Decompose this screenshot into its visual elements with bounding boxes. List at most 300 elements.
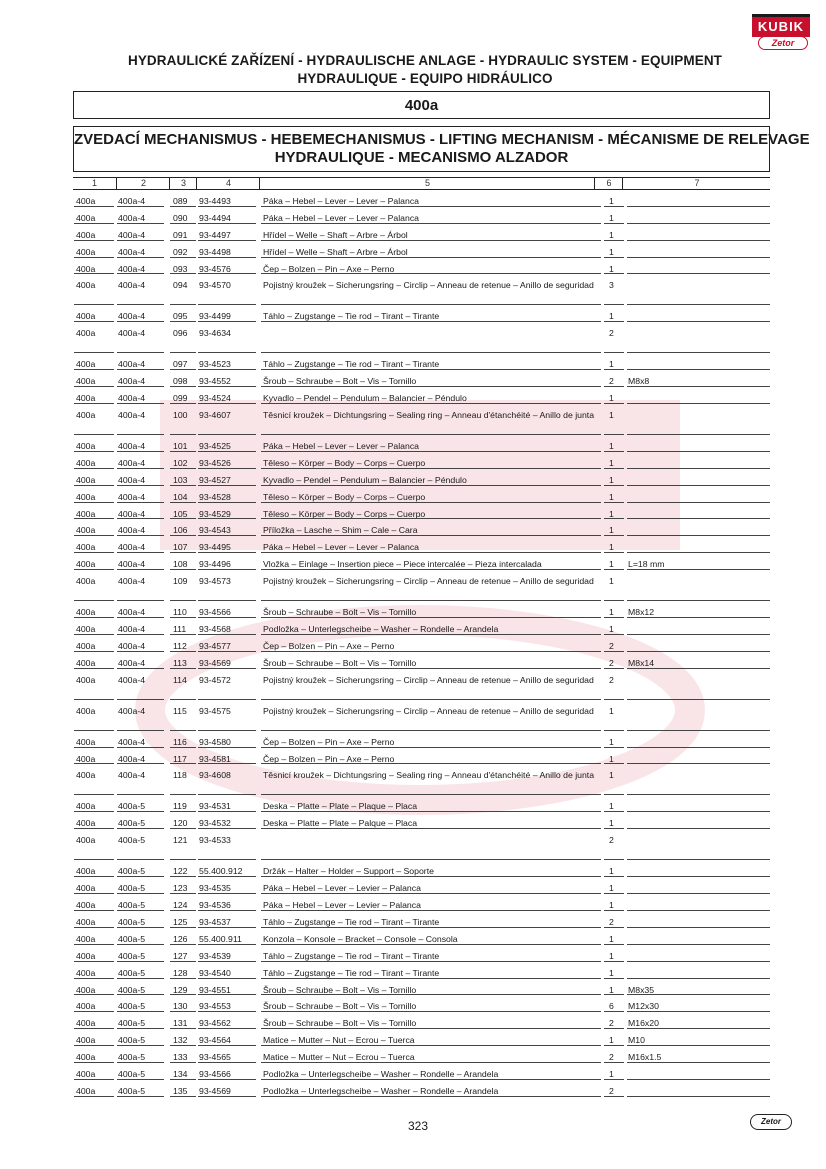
position-cell: 107 [173, 542, 188, 553]
position-cell: 098 [173, 376, 188, 387]
plate-cell: 400a-5 [118, 933, 146, 944]
quantity-cell: 1 [609, 770, 614, 781]
table-row [0, 928, 826, 945]
kubik-zetor-logo [752, 14, 812, 48]
plate-cell: 400a-4 [118, 229, 146, 240]
column-header: 3 [169, 178, 197, 189]
position-cell: 115 [173, 705, 187, 716]
part-number-cell: 93-4527 [199, 474, 231, 485]
quantity-cell: 1 [609, 576, 614, 587]
plate-cell: 400a-5 [118, 866, 146, 877]
part-number-cell: 93-4552 [199, 376, 231, 387]
plate-cell: 400a-4 [118, 359, 146, 370]
part-number-cell: 93-4562 [199, 1018, 231, 1029]
table-row [0, 995, 826, 1012]
plate-cell: 400a-4 [118, 576, 146, 587]
column-header: 1 [91, 178, 97, 188]
plate-cell: 400a-5 [118, 1018, 146, 1029]
plate-cell: 400a-5 [118, 1035, 146, 1046]
position-cell: 095 [173, 311, 188, 322]
description-cell: Deska – Platte – Plate – Palque – Placa [263, 818, 418, 829]
part-number-cell: 93-4497 [199, 229, 231, 240]
description-cell: Držák – Halter – Holder – Support – Soporte [263, 866, 434, 877]
row-rule [117, 1096, 164, 1097]
position-cell: 120 [173, 818, 188, 829]
part-number-cell: 93-4572 [199, 674, 231, 685]
part-number-cell: 93-4551 [199, 984, 231, 995]
part-number-cell: 93-4526 [199, 457, 231, 468]
table-row [0, 877, 826, 894]
part-number-cell: 93-4580 [199, 736, 231, 747]
group-cell: 400a [76, 559, 96, 570]
group-cell: 400a [76, 196, 96, 206]
part-number-cell: 93-4608 [199, 770, 231, 781]
part-number-cell: 55.400.911 [199, 933, 242, 944]
group-cell: 400a [76, 640, 96, 651]
plate-cell: 400a-4 [118, 657, 146, 668]
table-row [0, 618, 826, 635]
column-header: 2 [116, 178, 170, 189]
description-cell: Podložka – Unterlegscheibe – Washer – Rondelle – Arandela [263, 1085, 499, 1096]
description-cell: Pojistný kroužek – Sicherungsring – Circlip – Anneau de retenue – Anillo de seguridad [263, 280, 594, 291]
position-cell: 118 [173, 770, 187, 781]
description-cell: Šroub – Schraube – Bolt – Vis – Tornillo [263, 1018, 417, 1029]
description-cell: Táhlo – Zugstange – Tie rod – Tirant – Tirante [263, 967, 440, 978]
position-cell: 123 [173, 883, 188, 894]
plate-cell: 400a-4 [118, 491, 146, 502]
description-cell: Pojistný kroužek – Sicherungsring – Circlip – Anneau de retenue – Anillo de seguridad [263, 705, 594, 716]
group-cell: 400a [76, 328, 96, 339]
quantity-cell: 1 [609, 263, 614, 274]
part-number-cell: 93-4575 [199, 705, 231, 716]
table-row [0, 435, 826, 452]
header-title-line1: HYDRAULICKÉ ZAŘÍZENÍ - HYDRAULISCHE ANLAGE - HYDRAULIC SYSTEM - EQUIPMENT [127, 53, 723, 68]
position-cell: 097 [173, 359, 188, 370]
quantity-cell: 1 [609, 818, 614, 829]
position-cell: 119 [173, 801, 187, 812]
position-cell: 099 [173, 393, 188, 404]
description-cell: Šroub – Schraube – Bolt – Vis – Tornillo [263, 1001, 417, 1012]
description-cell: Podložka – Unterlegscheibe – Washer – Rondelle – Arandela [263, 624, 499, 635]
position-cell: 100 [173, 410, 188, 421]
description-cell: Hřídel – Welle – Shaft – Arbre – Árbol [263, 229, 408, 240]
position-cell: 104 [173, 491, 188, 502]
plate-cell: 400a-5 [118, 1085, 146, 1096]
position-cell: 111 [173, 624, 187, 635]
position-cell: 113 [173, 657, 187, 668]
description-cell: Šroub – Schraube – Bolt – Vis – Tornillo [263, 376, 417, 387]
parts-table [0, 190, 826, 1097]
description-cell: Deska – Platte – Plate – Plaque – Placa [263, 801, 418, 812]
part-number-cell: 93-4540 [199, 967, 231, 978]
group-cell: 400a [76, 818, 96, 829]
description-cell: Čep – Bolzen – Pin – Axe – Perno [263, 640, 395, 651]
part-number-cell: 93-4535 [199, 883, 231, 894]
quantity-cell: 1 [609, 246, 614, 257]
quantity-cell: 3 [609, 280, 614, 291]
plate-cell: 400a-4 [118, 542, 146, 553]
table-row [0, 764, 826, 795]
position-cell: 108 [173, 559, 188, 570]
part-number-cell: 93-4553 [199, 1001, 231, 1012]
description-cell: Páka – Hebel – Lever – Lever – Palanca [263, 212, 419, 223]
plate-cell: 400a-4 [118, 640, 146, 651]
plate-cell: 400a-4 [118, 674, 146, 685]
plate-cell: 400a-4 [118, 770, 146, 781]
group-cell: 400a [76, 376, 96, 387]
table-row [0, 894, 826, 911]
position-cell: 135 [173, 1085, 188, 1096]
table-row [0, 370, 826, 387]
row-rule [74, 1096, 114, 1097]
section-title-box [73, 126, 810, 172]
plate-cell: 400a-5 [118, 984, 146, 995]
table-row [0, 962, 826, 979]
part-number-cell: 93-4499 [199, 311, 231, 322]
table-row [0, 700, 826, 731]
description-cell: Kyvadlo – Pendel – Pendulum – Balancier – Péndulo [263, 474, 467, 485]
table-row [0, 258, 826, 275]
quantity-cell: 1 [609, 212, 614, 223]
quantity-cell: 1 [609, 311, 614, 322]
part-number-cell: 93-4496 [199, 559, 231, 570]
group-cell: 400a [76, 1068, 96, 1079]
plate-cell: 400a-4 [118, 457, 146, 468]
part-number-cell: 93-4529 [199, 508, 231, 519]
description-cell: Kyvadlo – Pendel – Pendulum – Balancier – Péndulo [263, 393, 467, 404]
description-cell: Příložka – Lasche – Shim – Cale – Cara [263, 525, 418, 536]
part-number-cell: 93-4523 [199, 359, 231, 370]
group-cell: 400a [76, 441, 96, 452]
part-number-cell: 55.400.912 [199, 866, 243, 877]
description-cell: Pojistný kroužek – Sicherungsring – Circlip – Anneau de retenue – Anillo de seguridad [263, 674, 594, 685]
group-cell: 400a [76, 1035, 96, 1046]
description-cell: Vložka – Einlage – Insertion piece – Piece intercalée – Pieza intercalada [263, 559, 542, 570]
section-title-line1: ZVEDACÍ MECHANISMUS - HEBEMECHANISMUS - LIFTING MECHANISM - MÉCANISME DE RELEVAGE [74, 131, 810, 148]
group-cell: 400a [76, 1018, 96, 1029]
description-cell: Těsnicí kroužek – Dichtungsring – Sealing ring – Anneau d'étanchéité – Anillo de junta [263, 770, 595, 781]
table-row [0, 452, 826, 469]
note-cell: M8x14 [628, 657, 655, 668]
part-number-cell: 93-4532 [199, 818, 231, 829]
plate-cell: 400a-4 [118, 196, 146, 206]
description-cell: Táhlo – Zugstange – Tie rod – Tirant – Tirante [263, 311, 440, 322]
part-number-cell: 93-4565 [199, 1052, 231, 1063]
group-cell: 400a [76, 474, 96, 485]
quantity-cell: 2 [609, 1052, 614, 1063]
part-number-cell: 93-4581 [199, 753, 231, 764]
position-cell: 091 [173, 229, 188, 240]
group-cell: 400a [76, 607, 96, 618]
position-cell: 121 [173, 835, 188, 846]
table-row [0, 519, 826, 536]
logo-zetor: Zetor [758, 36, 808, 50]
quantity-cell: 1 [609, 753, 614, 764]
group-code-box: 400a [73, 91, 770, 119]
group-cell: 400a [76, 916, 96, 927]
plate-cell: 400a-4 [118, 559, 146, 570]
position-cell: 103 [173, 474, 188, 485]
table-row [0, 1029, 826, 1046]
group-cell: 400a [76, 410, 96, 421]
description-cell: Páka – Hebel – Lever – Lever – Palanca [263, 441, 419, 452]
quantity-cell: 1 [609, 441, 614, 452]
quantity-cell: 1 [609, 393, 614, 404]
quantity-cell: 1 [609, 900, 614, 911]
group-cell: 400a [76, 866, 96, 877]
position-cell: 129 [173, 984, 188, 995]
position-cell: 112 [173, 640, 187, 651]
quantity-cell: 2 [609, 328, 614, 339]
table-row [0, 911, 826, 928]
quantity-cell: 1 [609, 559, 614, 570]
group-cell: 400a [76, 674, 96, 685]
row-rule [604, 1096, 624, 1097]
table-row [0, 669, 826, 700]
position-cell: 096 [173, 328, 188, 339]
quantity-cell: 1 [609, 196, 614, 206]
plate-cell: 400a-5 [118, 900, 146, 911]
part-number-cell: 93-4494 [199, 212, 231, 223]
position-cell: 101 [173, 441, 188, 452]
quantity-cell: 1 [609, 624, 614, 635]
table-row [0, 748, 826, 765]
plate-cell: 400a-5 [118, 883, 146, 894]
table-row [0, 404, 826, 435]
table-row [0, 486, 826, 503]
position-cell: 105 [173, 508, 188, 519]
part-number-cell: 93-4566 [199, 1068, 231, 1079]
part-number-cell: 93-4543 [199, 525, 231, 536]
plate-cell: 400a-4 [118, 607, 146, 618]
description-cell: Konzola – Konsole – Bracket – Console – Consola [263, 933, 458, 944]
description-cell: Páka – Hebel – Lever – Levier – Palanca [263, 883, 421, 894]
part-number-cell: 93-4536 [199, 900, 231, 911]
table-row [0, 979, 826, 996]
logo-kubik: KUBIK [752, 14, 810, 37]
description-cell: Pojistný kroužek – Sicherungsring – Circlip – Anneau de retenue – Anillo de seguridad [263, 576, 594, 587]
description-cell: Čep – Bolzen – Pin – Axe – Perno [263, 263, 395, 274]
description-cell: Matice – Mutter – Nut – Ecrou – Tuerca [263, 1052, 415, 1063]
group-cell: 400a [76, 1001, 96, 1012]
column-header: 6 [594, 178, 623, 189]
group-cell: 400a [76, 1085, 96, 1096]
quantity-cell: 1 [609, 866, 614, 877]
table-row [0, 601, 826, 618]
plate-cell: 400a-5 [118, 835, 146, 846]
plate-cell: 400a-5 [118, 801, 146, 812]
part-number-cell: 93-4533 [199, 835, 231, 846]
description-cell: Hřídel – Welle – Shaft – Arbre – Árbol [263, 246, 408, 257]
description-cell: Táhlo – Zugstange – Tie rod – Tirant – Tirante [263, 950, 440, 961]
position-cell: 132 [173, 1035, 188, 1046]
table-row [0, 503, 826, 520]
table-row [0, 241, 826, 258]
group-cell: 400a [76, 508, 96, 519]
group-cell: 400a [76, 491, 96, 502]
quantity-cell: 1 [609, 736, 614, 747]
description-cell: Těleso – Körper – Body – Corps – Cuerpo [263, 457, 426, 468]
table-row [0, 570, 826, 601]
plate-cell: 400a-4 [118, 376, 146, 387]
column-header-row [73, 177, 770, 190]
part-number-cell: 93-4531 [199, 801, 231, 812]
part-number-cell: 93-4524 [199, 393, 231, 404]
description-cell: Těleso – Körper – Body – Corps – Cuerpo [263, 491, 426, 502]
quantity-cell: 1 [609, 883, 614, 894]
table-row [0, 635, 826, 652]
quantity-cell: 1 [609, 984, 614, 995]
plate-cell: 400a-4 [118, 393, 146, 404]
quantity-cell: 2 [609, 657, 614, 668]
group-cell: 400a [76, 900, 96, 911]
quantity-cell: 1 [609, 801, 614, 812]
quantity-cell: 2 [609, 1085, 614, 1096]
position-cell: 093 [173, 263, 188, 274]
table-row [0, 829, 826, 860]
table-row [0, 224, 826, 241]
group-cell: 400a [76, 229, 96, 240]
quantity-cell: 2 [609, 835, 614, 846]
plate-cell: 400a-4 [118, 736, 146, 747]
group-cell: 400a [76, 212, 96, 223]
plate-cell: 400a-4 [118, 328, 146, 339]
position-cell: 092 [173, 246, 188, 257]
position-cell: 122 [173, 866, 188, 877]
position-cell: 124 [173, 900, 188, 911]
plate-cell: 400a-5 [118, 818, 146, 829]
group-cell: 400a [76, 263, 96, 274]
position-cell: 125 [173, 916, 188, 927]
group-cell: 400a [76, 835, 96, 846]
note-cell: M16x1.5 [628, 1052, 662, 1063]
plate-cell: 400a-4 [118, 525, 146, 536]
note-cell: M10 [628, 1035, 645, 1046]
description-cell: Těleso – Körper – Body – Corps – Cuerpo [263, 508, 426, 519]
plate-cell: 400a-4 [118, 624, 146, 635]
note-cell: M12x30 [628, 1001, 659, 1012]
plate-cell: 400a-5 [118, 1001, 146, 1012]
part-number-cell: 93-4577 [199, 640, 231, 651]
table-row [0, 731, 826, 748]
table-row [0, 860, 826, 877]
plate-cell: 400a-4 [118, 441, 146, 452]
plate-cell: 400a-4 [118, 212, 146, 223]
row-rule [198, 1096, 256, 1097]
quantity-cell: 2 [609, 376, 614, 387]
plate-cell: 400a-5 [118, 916, 146, 927]
part-number-cell: 93-4607 [199, 410, 231, 421]
table-row [0, 536, 826, 553]
group-cell: 400a [76, 311, 96, 322]
plate-cell: 400a-4 [118, 410, 146, 421]
description-cell: Matice – Mutter – Nut – Ecrou – Tuerca [263, 1035, 415, 1046]
group-cell: 400a [76, 736, 96, 747]
quantity-cell: 2 [609, 916, 614, 927]
group-cell: 400a [76, 770, 96, 781]
part-number-cell: 93-4525 [199, 441, 231, 452]
description-cell: Čep – Bolzen – Pin – Axe – Perno [263, 753, 395, 764]
group-cell: 400a [76, 984, 96, 995]
part-number-cell: 93-4564 [199, 1035, 231, 1046]
note-cell: L=18 mm [628, 559, 665, 570]
group-cell: 400a [76, 457, 96, 468]
position-cell: 114 [173, 674, 187, 685]
quantity-cell: 6 [609, 1001, 614, 1012]
position-cell: 106 [173, 525, 188, 536]
position-cell: 094 [173, 280, 188, 291]
quantity-cell: 1 [609, 359, 614, 370]
description-cell: Páka – Hebel – Lever – Levier – Palanca [263, 900, 421, 911]
description-cell: Páka – Hebel – Lever – Lever – Palanca [263, 196, 419, 206]
quantity-cell: 2 [609, 1018, 614, 1029]
group-cell: 400a [76, 883, 96, 894]
part-number-cell: 93-4573 [199, 576, 231, 587]
group-cell: 400a [76, 801, 96, 812]
plate-cell: 400a-5 [118, 1068, 146, 1079]
part-number-cell: 93-4568 [199, 624, 231, 635]
table-row [0, 207, 826, 224]
plate-cell: 400a-5 [118, 1052, 146, 1063]
position-cell: 116 [173, 736, 187, 747]
group-cell: 400a [76, 246, 96, 257]
position-cell: 130 [173, 1001, 188, 1012]
quantity-cell: 1 [609, 525, 614, 536]
group-cell: 400a [76, 933, 96, 944]
table-row [0, 652, 826, 669]
table-row [0, 1012, 826, 1029]
plate-cell: 400a-4 [118, 311, 146, 322]
quantity-cell: 1 [609, 1068, 614, 1079]
position-cell: 128 [173, 967, 188, 978]
plate-cell: 400a-4 [118, 753, 146, 764]
note-cell: M8x35 [628, 984, 655, 995]
part-number-cell: 93-4569 [199, 657, 231, 668]
group-cell: 400a [76, 657, 96, 668]
page-number: 323 [407, 1119, 429, 1133]
description-cell: Táhlo – Zugstange – Tie rod – Tirant – Tirante [263, 359, 440, 370]
table-row [0, 353, 826, 370]
plate-cell: 400a-4 [118, 508, 146, 519]
position-cell: 133 [173, 1052, 188, 1063]
row-rule [170, 1096, 196, 1097]
table-row [0, 274, 826, 305]
position-cell: 127 [173, 950, 188, 961]
plate-cell: 400a-4 [118, 280, 146, 291]
plate-cell: 400a-5 [118, 967, 146, 978]
table-row [0, 1046, 826, 1063]
group-cell: 400a [76, 280, 96, 291]
group-cell: 400a [76, 753, 96, 764]
position-cell: 110 [173, 607, 187, 618]
group-cell: 400a [76, 542, 96, 553]
column-header: 5 [259, 178, 595, 189]
position-cell: 134 [173, 1068, 188, 1079]
part-number-cell: 93-4493 [199, 196, 231, 206]
group-cell: 400a [76, 576, 96, 587]
part-number-cell: 93-4537 [199, 916, 231, 927]
table-row [0, 795, 826, 812]
position-cell: 090 [173, 212, 188, 223]
header-title-line2: HYDRAULIQUE - EQUIPO HIDRÁULICO [297, 71, 553, 86]
quantity-cell: 1 [609, 967, 614, 978]
part-number-cell: 93-4528 [199, 491, 231, 502]
note-cell: M16x20 [628, 1018, 659, 1029]
quantity-cell: 1 [609, 705, 614, 716]
group-cell: 400a [76, 624, 96, 635]
part-number-cell: 93-4498 [199, 246, 231, 257]
quantity-cell: 1 [609, 229, 614, 240]
